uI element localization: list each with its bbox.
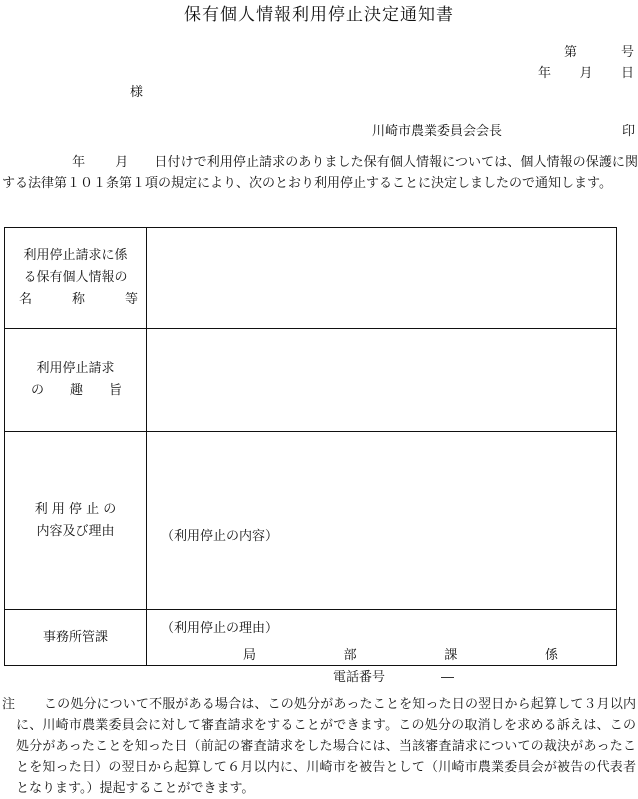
- table-row-info-name: [5, 228, 617, 329]
- phone-line: [333, 666, 454, 685]
- number-suffix: 号: [620, 45, 634, 60]
- body-text: 日付けで利用停止請求のありました保有個人情報については、個人情報の保護に関する法律第１０１条第１項の規定により、次のとおり利用停止することに決定しましたので通知します。: [2, 155, 638, 191]
- date-year: 年: [538, 66, 552, 81]
- dept-section: 課: [444, 647, 458, 663]
- value-purpose: [147, 329, 617, 432]
- table-row-department: [5, 610, 617, 666]
- document-title: 保有個人情報利用停止決定通知書: [184, 5, 454, 25]
- issuer-name: 川崎市農業委員会会長: [372, 124, 503, 139]
- value-info-name: [147, 228, 617, 329]
- recipient-honorific: 様: [130, 85, 144, 100]
- phone-label: 電話番号: [333, 669, 386, 685]
- note-mark: 注: [2, 697, 16, 712]
- document-date: [538, 62, 634, 81]
- information-table: [4, 227, 617, 685]
- value-content-reason: [147, 432, 617, 636]
- label-department: 事務所管課: [5, 610, 147, 666]
- date-month: 月: [579, 66, 593, 81]
- label-purpose: 利用停止請求 の 趣 旨: [5, 329, 147, 432]
- note-text: この処分について不服がある場合は、この処分があったことを知った日の翌日から起算して３月以内に、川崎市農業委員会に対して審査請求をすることができます。この処分の取消しを求める訴えは、この処分があったことを知った日（前記の審査請求をした場合には、当該審査請求についての裁決があったことを知った日）の翌日から起算して６月以内に、川崎市を被告として（川崎市農業委員会が被告の代表者となります。）提起することができます。: [16, 697, 636, 796]
- seal-mark: 印: [622, 124, 636, 139]
- dept-bureau: 局: [243, 647, 257, 663]
- table-row-content-reason: [5, 432, 617, 610]
- body-year: 年: [72, 155, 86, 170]
- notice-body: [2, 152, 638, 194]
- dept-unit: 係: [544, 647, 558, 663]
- number-prefix: 第: [564, 45, 578, 60]
- content-heading: （利用停止の内容）: [161, 528, 279, 544]
- appeal-note: [2, 694, 636, 799]
- label-content-reason: 利 用 停 止 の 内容及び理由: [5, 432, 147, 610]
- department-line: [243, 644, 558, 663]
- reason-heading: （利用停止の理由）: [161, 620, 279, 636]
- table-row-purpose: [5, 329, 617, 432]
- phone-dash: ―: [441, 669, 455, 685]
- label-info-name: 利用停止請求に係 る保有個人情報の 名 称 等: [5, 228, 147, 329]
- dept-division: 部: [343, 647, 357, 663]
- body-month: 月: [115, 155, 129, 170]
- date-day: 日: [620, 66, 634, 81]
- document-number: [564, 41, 634, 60]
